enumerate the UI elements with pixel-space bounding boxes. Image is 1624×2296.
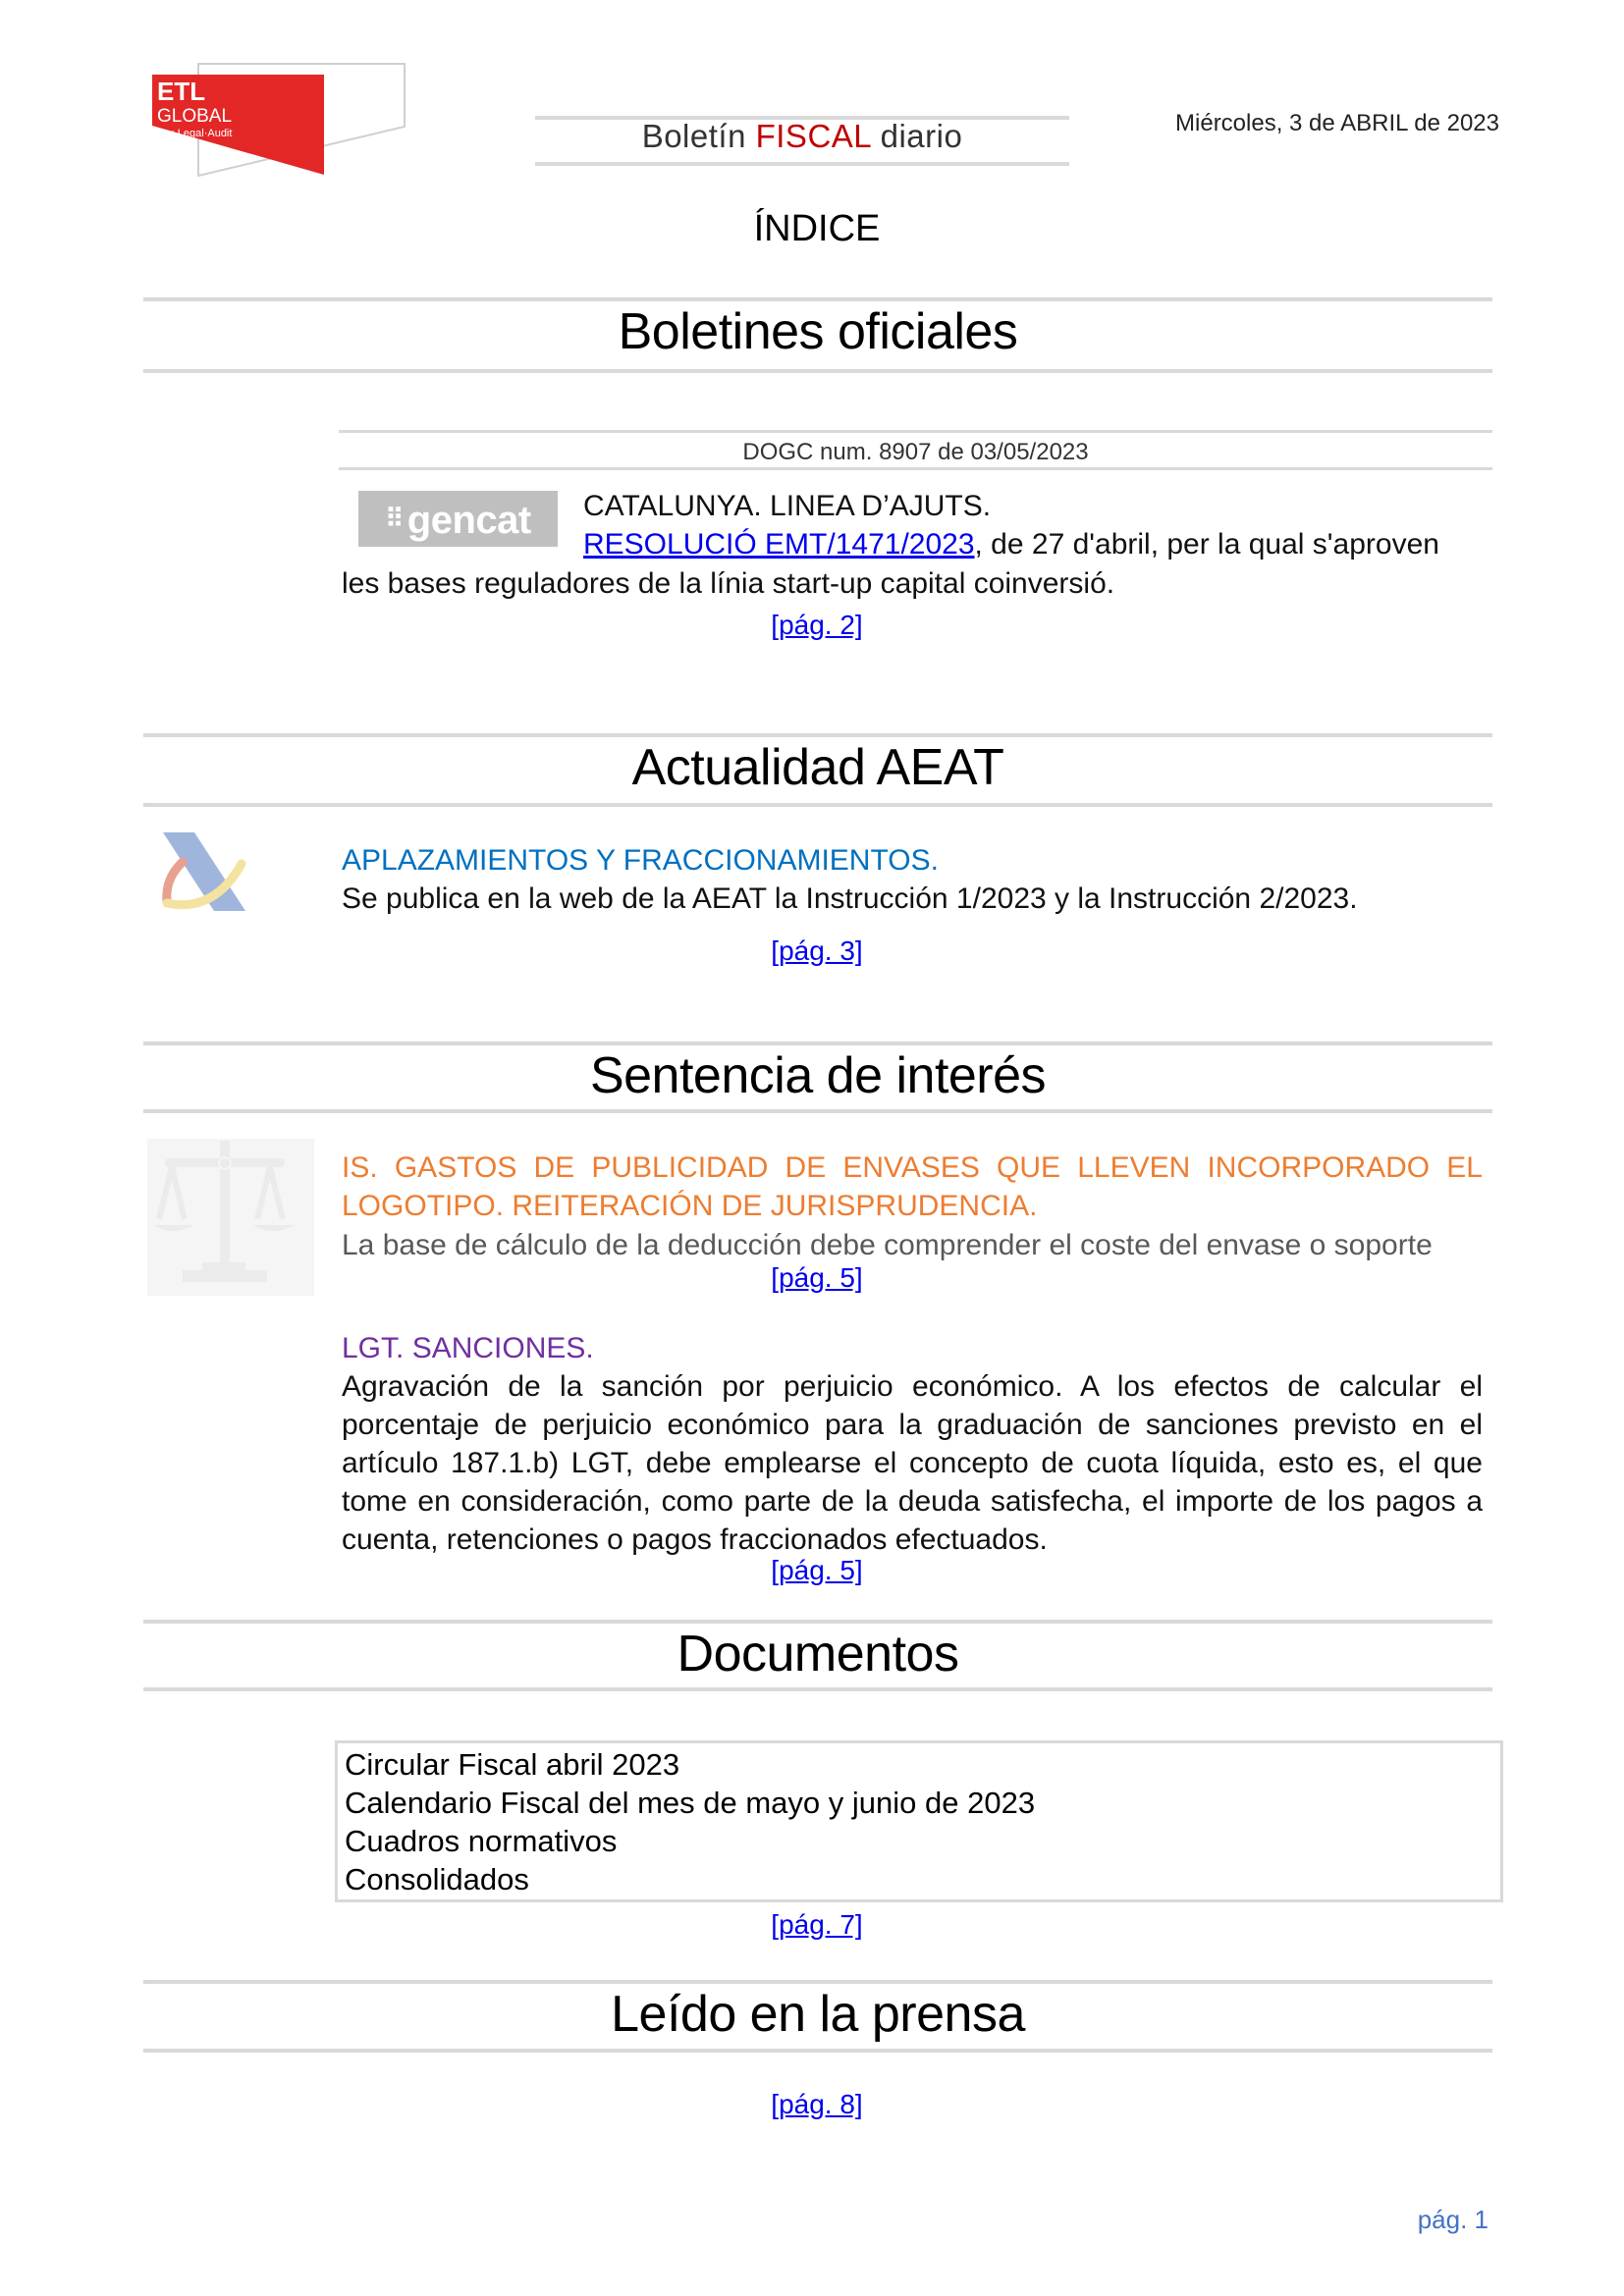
boletines-body-line1 (583, 525, 1439, 563)
svg-text:Tax·Legal·Audit: Tax·Legal·Audit (157, 128, 233, 139)
gencat-logo (358, 491, 558, 547)
page-number: pág. 1 (1417, 2205, 1489, 2234)
gencat-logo-text: gencat (406, 499, 531, 542)
boletines-body-line2: les bases reguladores de la línia start-up capital coinversió. (342, 567, 1115, 600)
header-rule-bottom (535, 162, 1069, 166)
document-item[interactable]: Consolidados (345, 1862, 529, 1896)
sentencia-item-2-body: Agravación de la sanción por perjuicio económico. A los efectos de calcular el porcentaje de perjuicio económico para la graduación de sanciones previsto en el artículo 187.1.b) LGT, debe emplearse el concepto de cuota líquida, esto es, el que tome en consideración, como parte de la deuda satisfecha, el importe de los pagos a cuenta, retenciones o pagos fraccionados efectuados. (342, 1370, 1483, 1556)
sentencia-item-2-heading: LGT. SANCIONES. (342, 1332, 594, 1364)
document-item[interactable]: Cuadros normativos (345, 1824, 618, 1858)
source-rule-top (339, 430, 1492, 433)
svg-text:GLOBAL: GLOBAL (157, 106, 233, 127)
source-rule-bottom (339, 467, 1492, 470)
section-rule (143, 1687, 1492, 1691)
section-title-sentencia: Sentencia de interés (589, 1047, 1047, 1104)
section-rule (143, 1620, 1492, 1624)
resolucio-link[interactable]: RESOLUCIÓ EMT/1471/2023 (583, 528, 975, 561)
svg-text:ETL: ETL (157, 77, 206, 106)
section-title-prensa: Leído en la prensa (611, 1986, 1025, 2043)
aeat-heading: APLAZAMIENTOS Y FRACCIONAMIENTOS. (342, 844, 939, 877)
bulletin-title (535, 118, 1069, 155)
title-highlight: FISCAL (755, 118, 871, 154)
page-link-8[interactable]: [pág. 8] (771, 2089, 863, 2119)
sentencia-item-1-heading: IS. GASTOS DE PUBLICIDAD DE ENVASES QUE LLEVEN INCORPORADO EL LOGOTIPO. REITERACIÓN DE JURISPRUDENCIA. (342, 1151, 1483, 1222)
index-title: ÍNDICE (753, 208, 881, 249)
section-rule (143, 1980, 1492, 1984)
boletines-body-rest: , de 27 d'abril, per la qual s'aproven (974, 528, 1439, 561)
document-item[interactable]: Calendario Fiscal del mes de mayo y junio de 2023 (345, 1786, 1036, 1820)
section-title-boletines: Boletines oficiales (618, 303, 1018, 360)
boletines-heading: CATALUNYA. LINEA D’AJUTS. (583, 490, 992, 522)
section-rule (143, 1041, 1492, 1045)
page-link-5b[interactable]: [pág. 5] (771, 1555, 863, 1585)
gencat-dots-icon: ⠿ (385, 504, 404, 533)
section-title-documentos: Documentos (677, 1626, 959, 1682)
page-link-5a[interactable]: [pág. 5] (771, 1262, 863, 1293)
section-title-aeat: Actualidad AEAT (631, 739, 1004, 796)
title-prefix: Boletín (641, 118, 756, 154)
page-link-3[interactable]: [pág. 3] (771, 935, 863, 966)
etl-global-logo (144, 63, 409, 181)
title-suffix: diario (870, 118, 963, 154)
section-rule (143, 369, 1492, 373)
section-rule (143, 733, 1492, 737)
sentencia-item-1-body: La base de cálculo de la deducción debe comprender el coste del envase o soporte (342, 1229, 1433, 1261)
page-link-2[interactable]: [pág. 2] (771, 610, 863, 640)
issue-date: Miércoles, 3 de ABRIL de 2023 (1175, 110, 1499, 136)
section-rule (143, 2049, 1492, 2053)
section-rule (143, 1109, 1492, 1113)
section-rule (143, 297, 1492, 301)
aeat-logo-icon (155, 825, 253, 918)
dogc-source: DOGC num. 8907 de 03/05/2023 (742, 439, 1089, 465)
page-link-7[interactable]: [pág. 7] (771, 1909, 863, 1940)
section-rule (143, 803, 1492, 807)
document-item[interactable]: Circular Fiscal abril 2023 (345, 1747, 680, 1782)
aeat-body: Se publica en la web de la AEAT la Instrucción 1/2023 y la Instrucción 2/2023. (342, 882, 1358, 915)
documents-box (335, 1740, 1503, 1902)
